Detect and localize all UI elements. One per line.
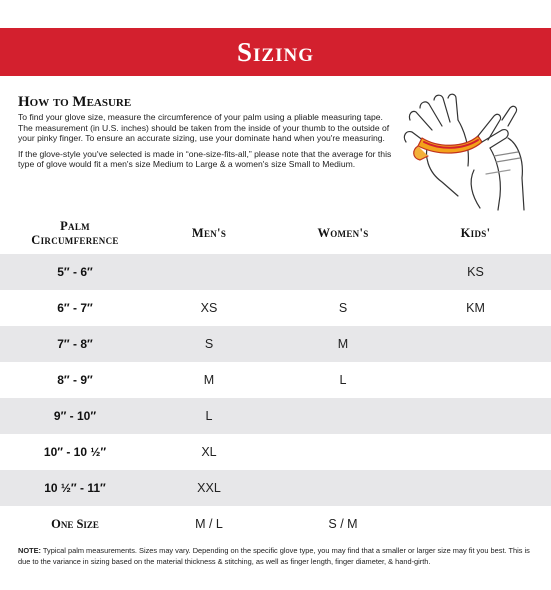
- kids-size-cell: KM: [466, 301, 485, 315]
- kids-size-cell: [418, 506, 533, 542]
- womens-size-cell: [268, 398, 418, 434]
- palm-size-cell: 10 ½″ - 11″: [44, 481, 106, 495]
- kids-size-cell: [418, 398, 533, 434]
- table-header-row: [0, 212, 551, 254]
- mens-size-cell: L: [205, 409, 213, 423]
- mens-size-cell: XL: [201, 445, 217, 459]
- womens-size-cell: L: [339, 373, 347, 387]
- kids-size-cell: [418, 362, 533, 398]
- size-chart-table: [0, 212, 551, 542]
- womens-size-cell: [268, 434, 418, 470]
- mens-size-cell: XXL: [197, 481, 221, 495]
- how-to-measure-heading: How to Measure: [18, 94, 132, 110]
- womens-size-cell: S / M: [328, 517, 358, 531]
- womens-size-cell: S: [338, 301, 348, 315]
- palm-size-cell: 5″ - 6″: [57, 265, 93, 279]
- note-text: Typical palm measurements. Sizes may vary. Depending on the specific glove type, you may find that a smaller or larger size may fit you best. This is due to the variance in sizing based on the material thickness & stitching, as well as finger length, finger diameter, & hand-girth.: [18, 546, 530, 566]
- mens-size-cell: M / L: [195, 517, 223, 531]
- mens-size-cell: M: [203, 373, 215, 387]
- womens-header: Women's: [317, 226, 369, 240]
- palm-size-cell: One Size: [51, 516, 99, 531]
- note-label: NOTE:: [18, 546, 41, 555]
- page-title: Sizing: [237, 36, 314, 67]
- table-row: [0, 362, 551, 398]
- mens-size-cell: S: [204, 337, 214, 351]
- mens-size-cell: [150, 254, 268, 290]
- kids-size-cell: [418, 434, 533, 470]
- table-row: [0, 470, 551, 506]
- palm-size-cell: 10″ - 10 ½″: [43, 445, 107, 459]
- palm-circumference-header: Palm Circumference: [31, 219, 119, 247]
- womens-size-cell: [268, 470, 418, 506]
- table-row: [0, 254, 551, 290]
- palm-size-cell: 6″ - 7″: [57, 301, 93, 315]
- sizing-note: [18, 546, 534, 567]
- palm-size-cell: 9″ - 10″: [53, 409, 97, 423]
- kids-size-cell: [418, 470, 533, 506]
- table-row: [0, 290, 551, 326]
- table-row: [0, 398, 551, 434]
- palm-size-cell: 8″ - 9″: [57, 373, 93, 387]
- palm-size-cell: 7″ - 8″: [57, 337, 93, 351]
- table-row: [0, 506, 551, 542]
- hand-measuring-tape-icon: [398, 86, 536, 212]
- mens-size-cell: XS: [200, 301, 218, 315]
- table-row: [0, 326, 551, 362]
- one-size-note: If the glove-style you've selected is made in “one-size-fits-all,” please note that the average for this type of glove would fit a men's size Medium to Large & a women's size Small to Medium.: [18, 148, 392, 170]
- kids-header: Kids': [460, 226, 491, 240]
- womens-size-cell: M: [337, 337, 349, 351]
- how-to-measure-section: [18, 94, 396, 175]
- kids-size-cell: KS: [467, 265, 484, 279]
- measure-instructions: To find your glove size, measure the circumference of your palm using a pliable measuring tape. The measurement (in U.S. inches) should be taken from the inside of your thumb to the outside of your pinky finger. To ensure an accurate sizing, use your dominate hand when you're measuring.: [18, 112, 390, 144]
- kids-size-cell: [418, 326, 533, 362]
- womens-size-cell: [268, 254, 418, 290]
- table-row: [0, 434, 551, 470]
- sizing-banner: [0, 28, 551, 76]
- mens-header: Men's: [191, 226, 227, 240]
